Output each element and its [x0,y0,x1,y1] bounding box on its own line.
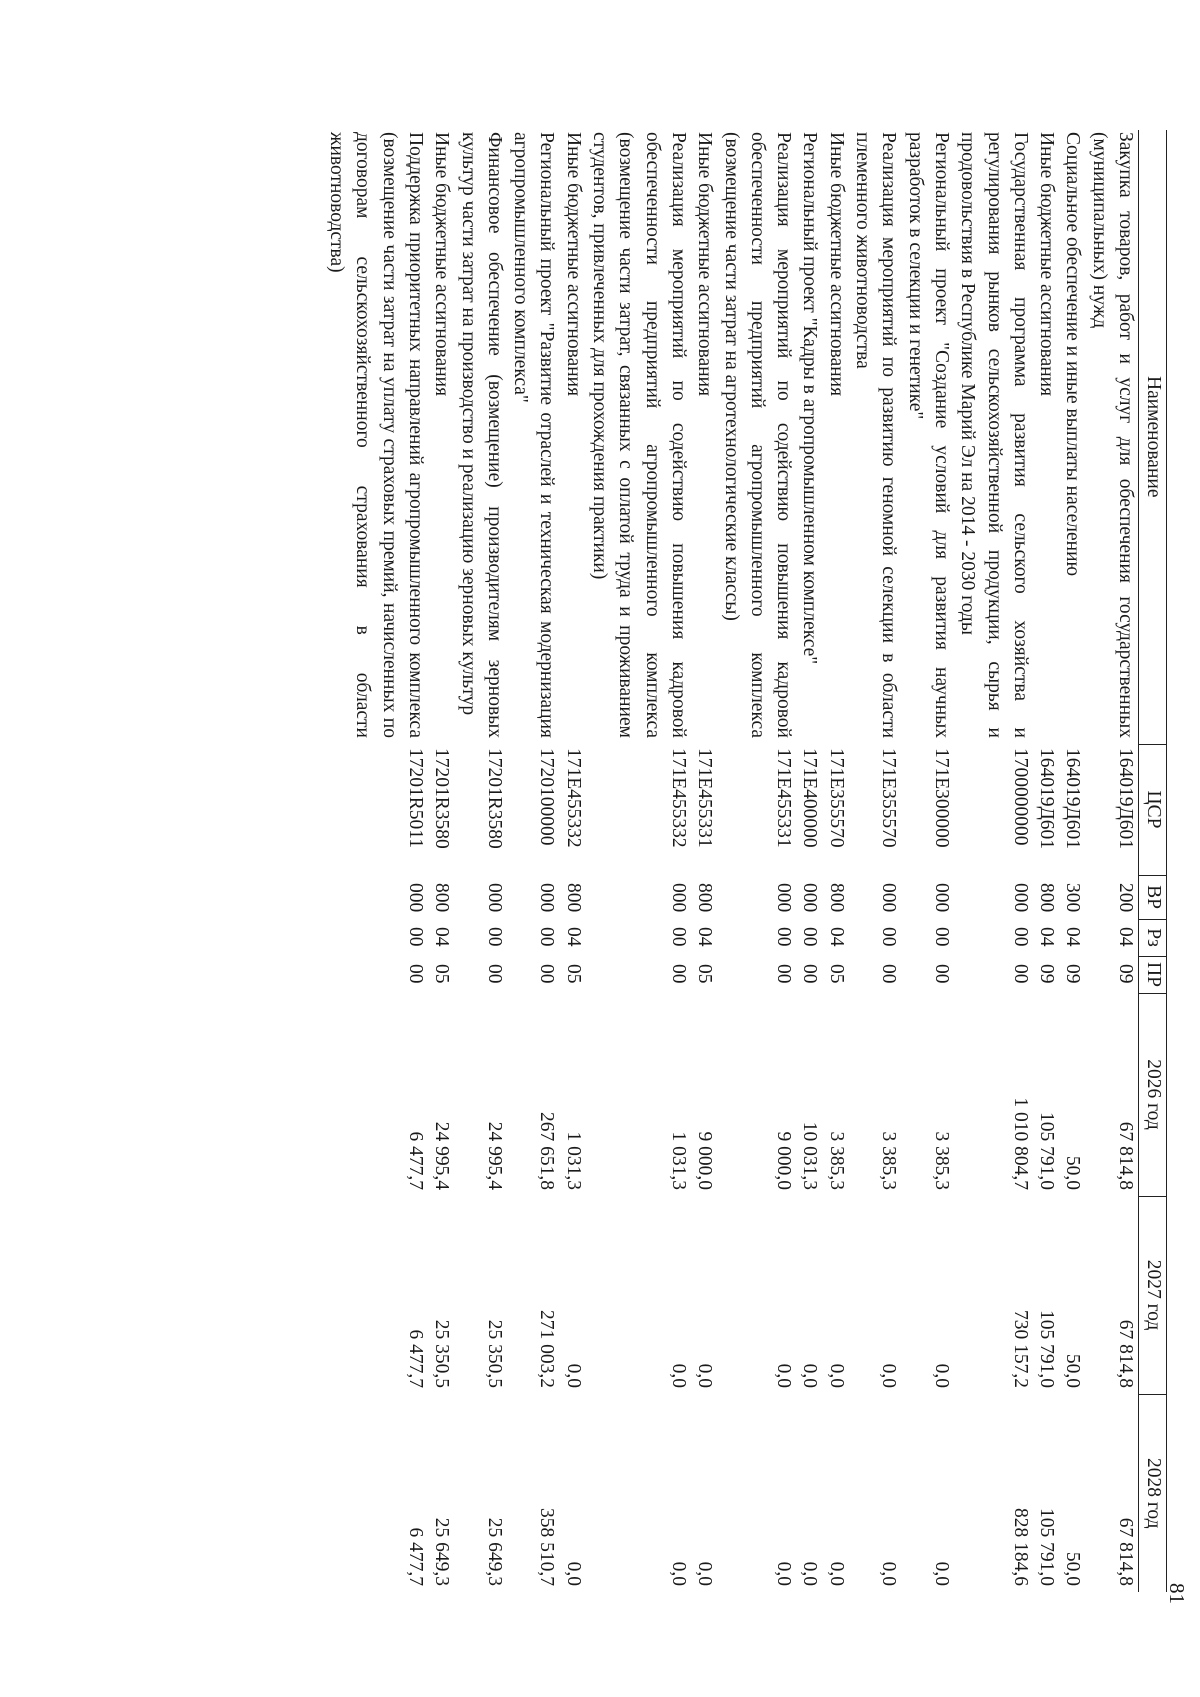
cell-2028: 67 814,8 [1115,1517,1136,1586]
cell-vr: 200 [1115,883,1136,913]
cell-rz: 04 [694,927,716,947]
cell-2027: 0,0 [799,1363,821,1388]
cell-2027: 25 350,5 [431,1319,453,1388]
cell-2028: 0,0 [878,1561,900,1586]
cell-name: Закупка товаров, работ и услуг для обеспечения государственных (муниципальных) нужд [1088,132,1136,738]
header-csr: ЦСР [1139,744,1167,875]
cell-name: Региональный проект "Кадры в агропромышленном комплексе" [799,132,821,665]
cell-rz: 00 [773,927,795,947]
cell-rz: 04 [562,927,584,947]
cell-2027: 105 791,0 [1036,1310,1058,1388]
cell-2028: 0,0 [825,1561,847,1586]
cell-name: Иные бюджетные ассигнования [562,132,584,397]
table-row [1033,130,1059,1592]
cell-2027: 67 814,8 [1115,1319,1136,1388]
table-row [559,130,585,1592]
cell-name: Иные бюджетные ассигнования [694,132,716,397]
cell-rz: 00 [667,927,689,947]
cell-csr: 1700000000 [1009,748,1031,846]
table-row [428,130,454,1592]
cell-2026: 267 651,8 [536,1112,558,1190]
cell-pr: 00 [667,964,689,984]
cell-rz: 00 [799,927,821,947]
cell-2027: 0,0 [930,1363,952,1388]
cell-2026: 1 010 804,7 [1009,1097,1031,1190]
cell-name: Региональный проект "Развитие отраслей и техническая модернизация агропромышленного комплекса" [510,132,558,738]
cell-vr: 000 [1009,883,1031,913]
table-header-row [1139,130,1167,1592]
cell-pr: 09 [1062,964,1084,984]
cell-pr: 05 [562,964,584,984]
cell-2026: 9 000,0 [694,1131,716,1190]
cell-2026: 3 385,3 [825,1131,847,1190]
cell-vr: 000 [773,883,795,913]
cell-vr: 000 [667,883,689,913]
cell-2027: 50,0 [1062,1353,1084,1388]
cell-2027: 0,0 [694,1363,716,1388]
cell-csr: 17201R3580 [431,748,453,849]
cell-2027: 0,0 [667,1363,689,1388]
cell-2026: 9 000,0 [773,1131,795,1190]
rotated-page [135,130,1200,1630]
cell-csr: 171E455332 [667,748,689,848]
cell-csr: 171E355570 [825,748,847,848]
cell-rz: 00 [536,927,558,947]
cell-csr: 1720100000 [536,748,558,846]
cell-csr: 171E400000 [799,748,821,848]
cell-2028: 25 649,3 [431,1517,453,1586]
cell-name: Поддержка приоритетных направлений агропромышленного комплекса (возмещение части затрат на уплату страховых премий, начисленных по договорам сельскохозяйственного страхования в области животноводства) [326,132,426,738]
cell-pr: 09 [1036,964,1058,984]
table-row [691,130,717,1592]
cell-vr: 000 [799,883,821,913]
header-name: Наименование [1139,130,1167,744]
header-2027: 2027 год [1139,1196,1167,1394]
cell-csr: 164019Д601 [1036,748,1058,850]
cell-2027: 0,0 [562,1363,584,1388]
table-row [586,130,691,1592]
cell-csr: 171E455331 [773,748,795,848]
cell-2027: 271 003,2 [536,1310,558,1388]
cell-2028: 828 184,6 [1009,1508,1031,1586]
cell-pr: 05 [825,964,847,984]
cell-rz: 04 [1036,927,1058,947]
cell-name: Иные бюджетные ассигнования [1036,132,1058,397]
cell-name: Социальное обеспечение и иные выплаты населению [1062,132,1084,577]
cell-vr: 000 [404,883,426,913]
cell-rz: 04 [1115,927,1136,947]
cell-name: Иные бюджетные ассигнования [431,132,453,397]
cell-2027: 0,0 [825,1363,847,1388]
cell-2026: 1 031,3 [667,1131,689,1190]
cell-pr: 00 [404,964,426,984]
cell-2027: 0,0 [773,1363,795,1388]
table-row [822,130,848,1592]
table-row [849,130,902,1592]
cell-2028: 0,0 [667,1561,689,1586]
budget-table [323,130,1167,1592]
cell-csr: 171E355570 [878,748,900,848]
cell-2028: 358 510,7 [536,1508,558,1586]
cell-vr: 800 [431,883,453,913]
cell-pr: 00 [773,964,795,984]
cell-pr: 00 [1009,964,1031,984]
cell-vr: 000 [878,883,900,913]
cell-name: Государственная программа развития сельского хозяйства и регулирования рынков сельскохозяйственной продукции, сырья и продовольствия в Республике Марий Эл на 2014 - 2030 годы [957,132,1031,738]
table-row [954,130,1033,1592]
cell-rz: 00 [930,927,952,947]
cell-vr: 000 [536,883,558,913]
cell-2028: 0,0 [562,1561,584,1586]
header-2026: 2026 год [1139,993,1167,1196]
cell-2026: 10 031,3 [799,1121,821,1190]
table-row [507,130,560,1592]
table-row [1059,130,1085,1592]
cell-name: Иные бюджетные ассигнования [825,132,847,397]
cell-csr: 17201R5011 [404,748,426,849]
cell-csr: 17201R3580 [483,748,505,849]
cell-2026: 24 995,4 [431,1121,453,1190]
cell-2028: 105 791,0 [1036,1508,1058,1586]
cell-2026: 3 385,3 [878,1131,900,1190]
cell-2027: 0,0 [878,1363,900,1388]
table-row [717,130,796,1592]
table-row [901,130,954,1592]
cell-pr: 05 [431,964,453,984]
cell-vr: 800 [562,883,584,913]
cell-pr: 00 [536,964,558,984]
cell-rz: 00 [483,927,505,947]
cell-2028: 6 477,7 [404,1527,426,1586]
header-pr: ПР [1139,956,1167,993]
cell-name: Финансовое обеспечение (возмещение) производителям зерновых культур части затрат на производство и реализацию зерновых культур [457,132,505,738]
cell-2026: 24 995,4 [483,1121,505,1190]
table-row [323,130,428,1592]
cell-rz: 00 [878,927,900,947]
header-vr: ВР [1139,875,1167,919]
cell-2026: 67 814,8 [1115,1121,1136,1190]
cell-pr: 00 [799,964,821,984]
table-body [323,130,1139,1592]
cell-vr: 800 [694,883,716,913]
cell-vr: 000 [483,883,505,913]
cell-vr: 800 [1036,883,1058,913]
cell-rz: 04 [431,927,453,947]
cell-name: Реализация мероприятий по содействию повышения кадровой обеспеченности предприятий агропромышленного комплекса (возмещение части затрат, связанных с оплатой труда и проживанием студентов, привлеченных для прохождения практики) [589,132,689,738]
cell-name: Реализация мероприятий по содействию повышения кадровой обеспеченности предприятий агропромышленного комплекса (возмещение части затрат на агротехнологические классы) [720,132,795,738]
cell-rz: 04 [1062,927,1084,947]
cell-csr: 171E300000 [930,748,952,848]
cell-2027: 730 157,2 [1009,1310,1031,1388]
cell-2028: 0,0 [694,1561,716,1586]
header-2028: 2028 год [1139,1394,1167,1592]
cell-2026: 3 385,3 [930,1131,952,1190]
page-number: 81 [1165,1583,1189,1604]
cell-2026: 6 477,7 [404,1131,426,1190]
cell-2028: 0,0 [799,1561,821,1586]
header-rz: Рз [1139,919,1167,956]
cell-2026: 1 031,3 [562,1131,584,1190]
cell-vr: 300 [1062,883,1084,913]
cell-pr: 05 [694,964,716,984]
cell-pr: 00 [930,964,952,984]
cell-name: Региональный проект "Создание условий для развития научных разработок в селекции и генетике" [904,132,952,738]
table-row [454,130,507,1592]
cell-2027: 6 477,7 [404,1329,426,1388]
cell-2026: 105 791,0 [1036,1112,1058,1190]
cell-csr: 171E455332 [562,748,584,848]
cell-2028: 0,0 [773,1561,795,1586]
cell-2028: 50,0 [1062,1551,1084,1586]
cell-csr: 164019Д601 [1115,748,1136,850]
cell-pr: 00 [878,964,900,984]
cell-csr: 171E455331 [694,748,716,848]
cell-csr: 164019Д601 [1062,748,1084,850]
cell-2026: 50,0 [1062,1155,1084,1190]
cell-name: Реализация мероприятий по развитию геномной селекции в области племенного животноводства [852,132,900,738]
cell-2028: 25 649,3 [483,1517,505,1586]
cell-rz: 00 [1009,927,1031,947]
cell-2028: 0,0 [930,1561,952,1586]
cell-pr: 00 [483,964,505,984]
table-row [1085,130,1138,1592]
cell-2027: 25 350,5 [483,1319,505,1388]
cell-pr: 09 [1115,964,1136,984]
cell-rz: 00 [404,927,426,947]
cell-rz: 04 [825,927,847,947]
cell-vr: 000 [930,883,952,913]
table-row [796,130,822,1592]
cell-vr: 800 [825,883,847,913]
